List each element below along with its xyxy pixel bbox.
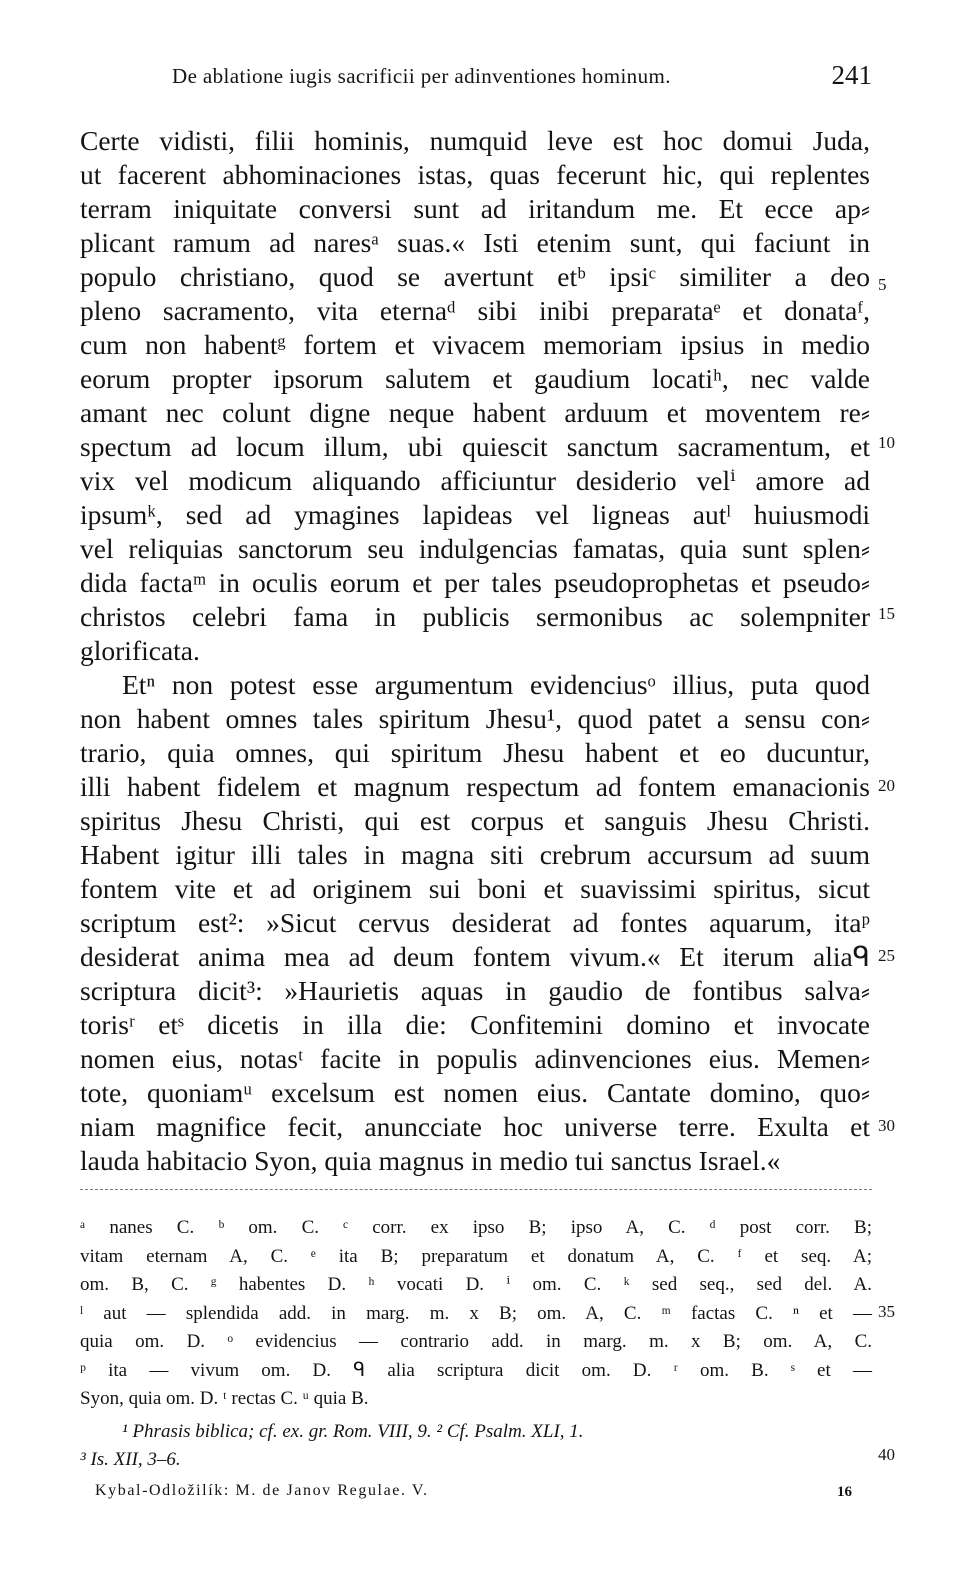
text-line: desiderat anima mea ad deum fontem vivum.« Et iterum aliaᑫ	[80, 941, 870, 972]
text-line: niam magnifice fecit, anuncciate hoc universe terre. Exulta et	[80, 1111, 870, 1142]
critical-apparatus	[80, 1214, 872, 1414]
line-number: 10	[878, 433, 895, 452]
main-text	[80, 124, 870, 1178]
text-line: glorificata.	[80, 635, 200, 666]
text-line: illi habent fidelem et magnum respectum ad fontem emanacionis	[80, 771, 870, 802]
text-line: spiritus Jhesu Christi, qui est corpus et sanguis Jhesu Christi.	[80, 805, 870, 836]
source-references	[80, 1418, 872, 1474]
apparatus-line: Syon, quia om. D. ᵗ rectas C. ᵘ quia B.	[80, 1388, 369, 1409]
text-line: non habent omnes tales spiritum Jhesu¹, quod patet a sensu con⸗	[80, 703, 870, 734]
text-line: fontem vite et ad originem sui boni et suavissimi spiritus, sicut	[80, 873, 870, 904]
line-number: 15	[878, 604, 895, 623]
apparatus-line: vitam eternam A, C. ᵉ ita B; preparatum et donatum A, C. ᶠ et seq. A;	[80, 1245, 872, 1267]
text-line: torisʳ etˢ dicetis in illa die: Confitemini domino et invocate	[80, 1009, 870, 1040]
text-line: populo christiano, quod se avertunt etᵇ ipsiᶜ similiter a deo	[80, 261, 870, 292]
text-line: scriptura dicit³: »Haurietis aquas in gaudio de fontibus salva⸗	[80, 975, 870, 1006]
reference-line: ¹ Phrasis biblica; cf. ex. gr. Rom. VIII, 9. ² Cf. Psalm. XLI, 1.	[122, 1421, 584, 1442]
apparatus-line: ᵃ nanes C. ᵇ om. C. ᶜ corr. ex ipso B; ipso A, C. ᵈ post corr. B;	[80, 1217, 872, 1238]
text-line: eorum propter ipsorum salutem et gaudium locatiʰ, nec valde	[80, 363, 870, 394]
apparatus-line: ᵖ ita — vivum om. D. ᑫ alia scriptura dicit om. D. ʳ om. B. ˢ et —	[80, 1359, 872, 1381]
line-number: 5	[878, 275, 887, 294]
text-line: cum non habentᵍ fortem et vivacem memoriam ipsius in medio	[80, 329, 870, 360]
line-number: 20	[878, 776, 895, 795]
text-line: nomen eius, notasᵗ facite in populis adinvenciones eius. Memen⸗	[80, 1043, 870, 1074]
text-line: Certe vidisti, filii hominis, numquid leve est hoc domui Juda,	[80, 125, 870, 156]
apparatus-line: quia om. D. ᵒ evidencius — contrario add. in marg. m. x B; om. A, C.	[80, 1331, 872, 1352]
page-number: 241	[831, 60, 872, 90]
text-line: ipsumᵏ, sed ad ymagines lapideas vel ligneas autˡ huiusmodi	[80, 499, 870, 530]
text-line: terram iniquitate conversi sunt ad iritandum me. Et ecce ap⸗	[80, 193, 870, 224]
printer-imprint: Kybal-Odložilík: M. de Janov Regulae. V.	[95, 1482, 429, 1499]
apparatus-line: om. B, C. ᵍ habentes D. ʰ vocati D. ⁱ om. C. ᵏ sed seq., sed del. A.	[80, 1274, 872, 1295]
text-line: tote, quoniamᵘ excelsum est nomen eius. Cantate domino, quo⸗	[80, 1077, 870, 1108]
text-line: scriptum est²: »Sicut cervus desiderat ad fontes aquarum, itaᵖ	[80, 907, 870, 938]
reference-line: ³ Is. XII, 3–6.	[80, 1449, 181, 1470]
text-line: ut facerent abhominaciones istas, quas fecerunt hic, qui replentes	[80, 159, 870, 190]
text-line: christos celebri fama in publicis sermonibus ac solempniter	[80, 601, 870, 632]
text-line: Habent igitur illi tales in magna siti crebrum accursum ad suum	[80, 839, 870, 870]
running-title: De ablatione iugis sacrificii per adinventiones hominum.	[172, 64, 671, 88]
text-line: spectum ad locum illum, ubi quiescit sanctum sacramentum, et	[80, 431, 870, 462]
text-line: pleno sacramento, vita eternaᵈ sibi inibi preparataᵉ et donataᶠ,	[80, 295, 870, 326]
signature-mark: 16	[837, 1484, 852, 1500]
text-line: vix vel modicum aliquando afficiuntur desiderio velⁱ amore ad	[80, 465, 870, 496]
apparatus-line: ˡ aut — splendida add. in marg. m. x B; om. A, C. ᵐ factas C. ⁿ et —	[80, 1302, 872, 1324]
text-line: Etⁿ non potest esse argumentum evidenciusᵒ illius, puta quod	[122, 669, 870, 700]
text-line: amant nec colunt digne neque habent arduum et moventem re⸗	[80, 397, 870, 428]
running-head	[172, 60, 872, 100]
text-line: dida factaᵐ in oculis eorum et per tales pseudoprophetas et pseudo⸗	[80, 567, 870, 598]
text-line: lauda habitacio Syon, quia magnus in medio tui sanctus Israel.«	[80, 1145, 781, 1176]
text-line: plicant ramum ad naresᵃ suas.« Isti etenim sunt, qui faciunt in	[80, 227, 870, 258]
text-line: vel reliquias sanctorum seu indulgencias famatas, quia sunt splen⸗	[80, 533, 870, 564]
line-number: 30	[878, 1116, 895, 1135]
line-number: 35	[878, 1302, 895, 1321]
line-number: 40	[878, 1445, 895, 1464]
footnote-divider	[80, 1189, 872, 1190]
text-line: trario, quia omnes, qui spiritum Jhesu habent et eo ducuntur,	[80, 737, 870, 768]
line-number: 25	[878, 946, 895, 965]
